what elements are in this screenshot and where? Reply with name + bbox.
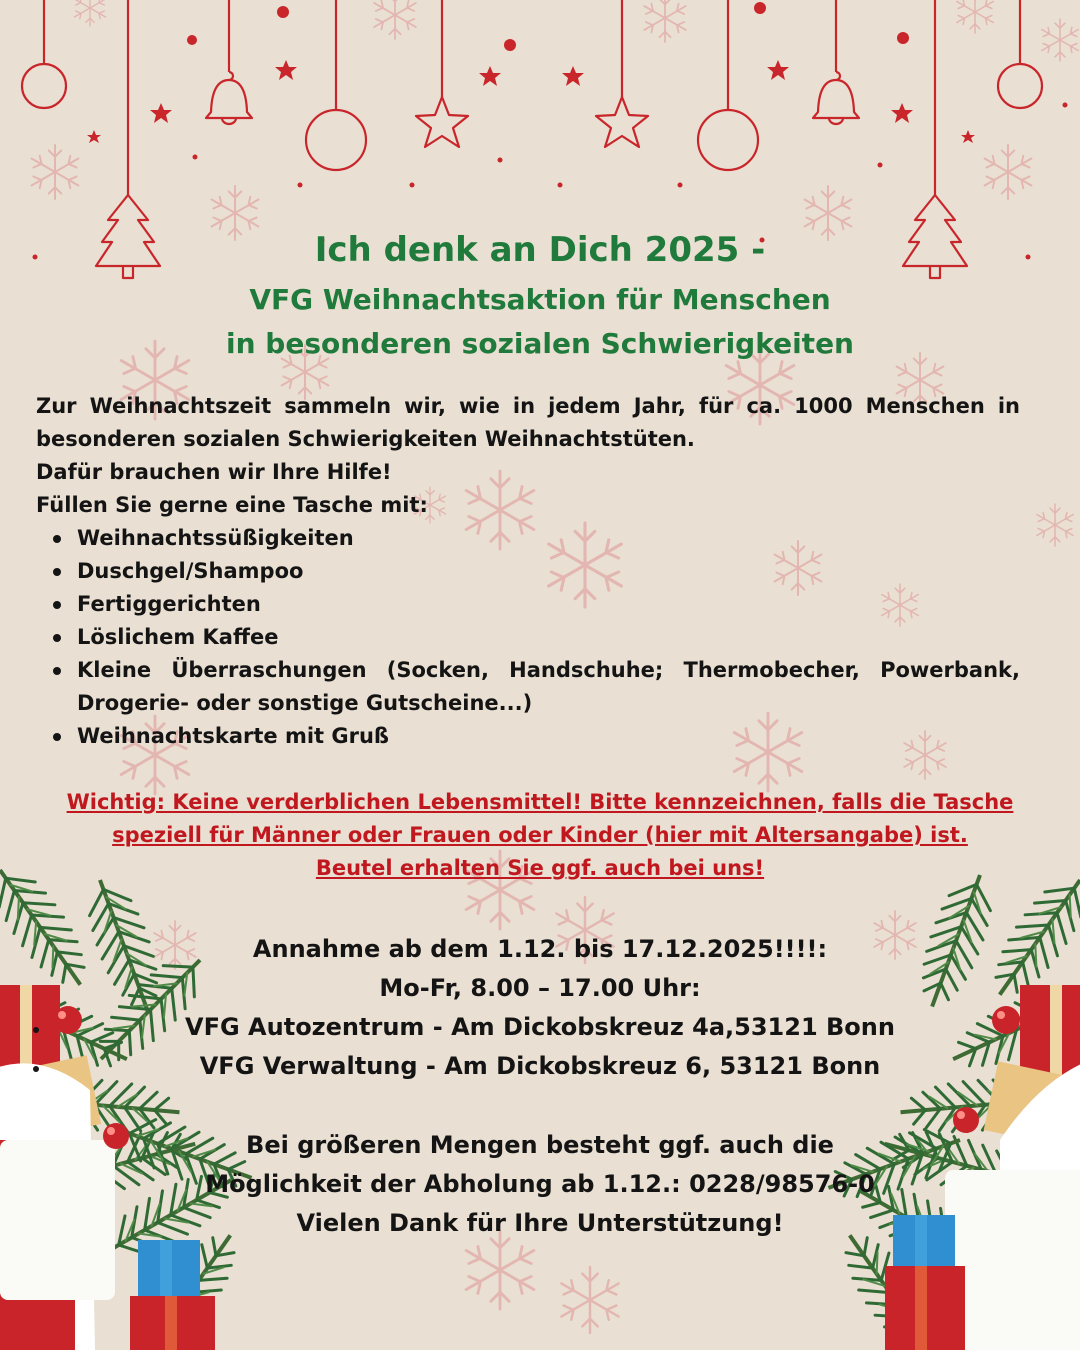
help-text: Dafür brauchen wir Ihre Hilfe! xyxy=(36,460,392,484)
list-item: Weihnachtssüßigkeiten xyxy=(36,522,1020,555)
subtitle-line-2: in besonderen sozialen Schwierigkeiten xyxy=(226,327,854,360)
page-title: Ich denk an Dich 2025 - xyxy=(314,230,766,270)
intro-paragraph: Zur Weihnachtszeit sammeln wir, wie in jedem Jahr, für ca. 1000 Menschen in besonderen sozialen Schwierigkeiten Weihnachtstüten. xyxy=(36,394,1020,451)
acceptance-period: Annahme ab dem 1.12. bis 17.12.2025!!!!: xyxy=(252,935,828,963)
pickup-text-2: Möglichkeit der Abholung ab 1.12.: 0228/98576-0 xyxy=(205,1170,875,1198)
list-item: Weihnachtskarte mit Gruß xyxy=(36,720,1020,753)
list-item: Duschgel/Shampoo xyxy=(36,555,1020,588)
list-item: Kleine Überraschungen (Socken, Handschuhe; Thermobecher, Powerbank, Drogerie- oder sonstige Gutscheine...) xyxy=(36,654,1020,720)
location-verwaltung: VFG Verwaltung - Am Dickobskreuz 6, 53121 Bonn xyxy=(199,1052,881,1080)
opening-hours: Mo-Fr, 8.00 – 17.00 Uhr: xyxy=(379,974,701,1002)
items-list xyxy=(36,522,1020,753)
thanks-text: Vielen Dank für Ihre Unterstützung! xyxy=(296,1209,784,1237)
warning-line-3: Beutel erhalten Sie ggf. auch bei uns! xyxy=(315,856,765,880)
warning-notice xyxy=(40,786,1040,885)
subtitle-line-1: VFG Weihnachtsaktion für Menschen xyxy=(249,283,831,316)
warning-line-1: Wichtig: Keine verderblichen Lebensmittel! Bitte kennzeichnen, falls die Tasche xyxy=(66,790,1014,814)
list-item: Fertiggerichten xyxy=(36,588,1020,621)
warning-line-2: speziell für Männer oder Frauen oder Kinder (hier mit Altersangabe) ist. xyxy=(112,823,968,847)
fill-bag-text: Füllen Sie gerne eine Tasche mit: xyxy=(36,493,428,517)
pickup-text-1: Bei größeren Mengen besteht ggf. auch die xyxy=(246,1131,834,1159)
list-item: Löslichem Kaffee xyxy=(36,621,1020,654)
intro-section xyxy=(36,390,1020,753)
location-autozentrum: VFG Autozentrum - Am Dickobskreuz 4a,53121 Bonn xyxy=(185,1013,895,1041)
